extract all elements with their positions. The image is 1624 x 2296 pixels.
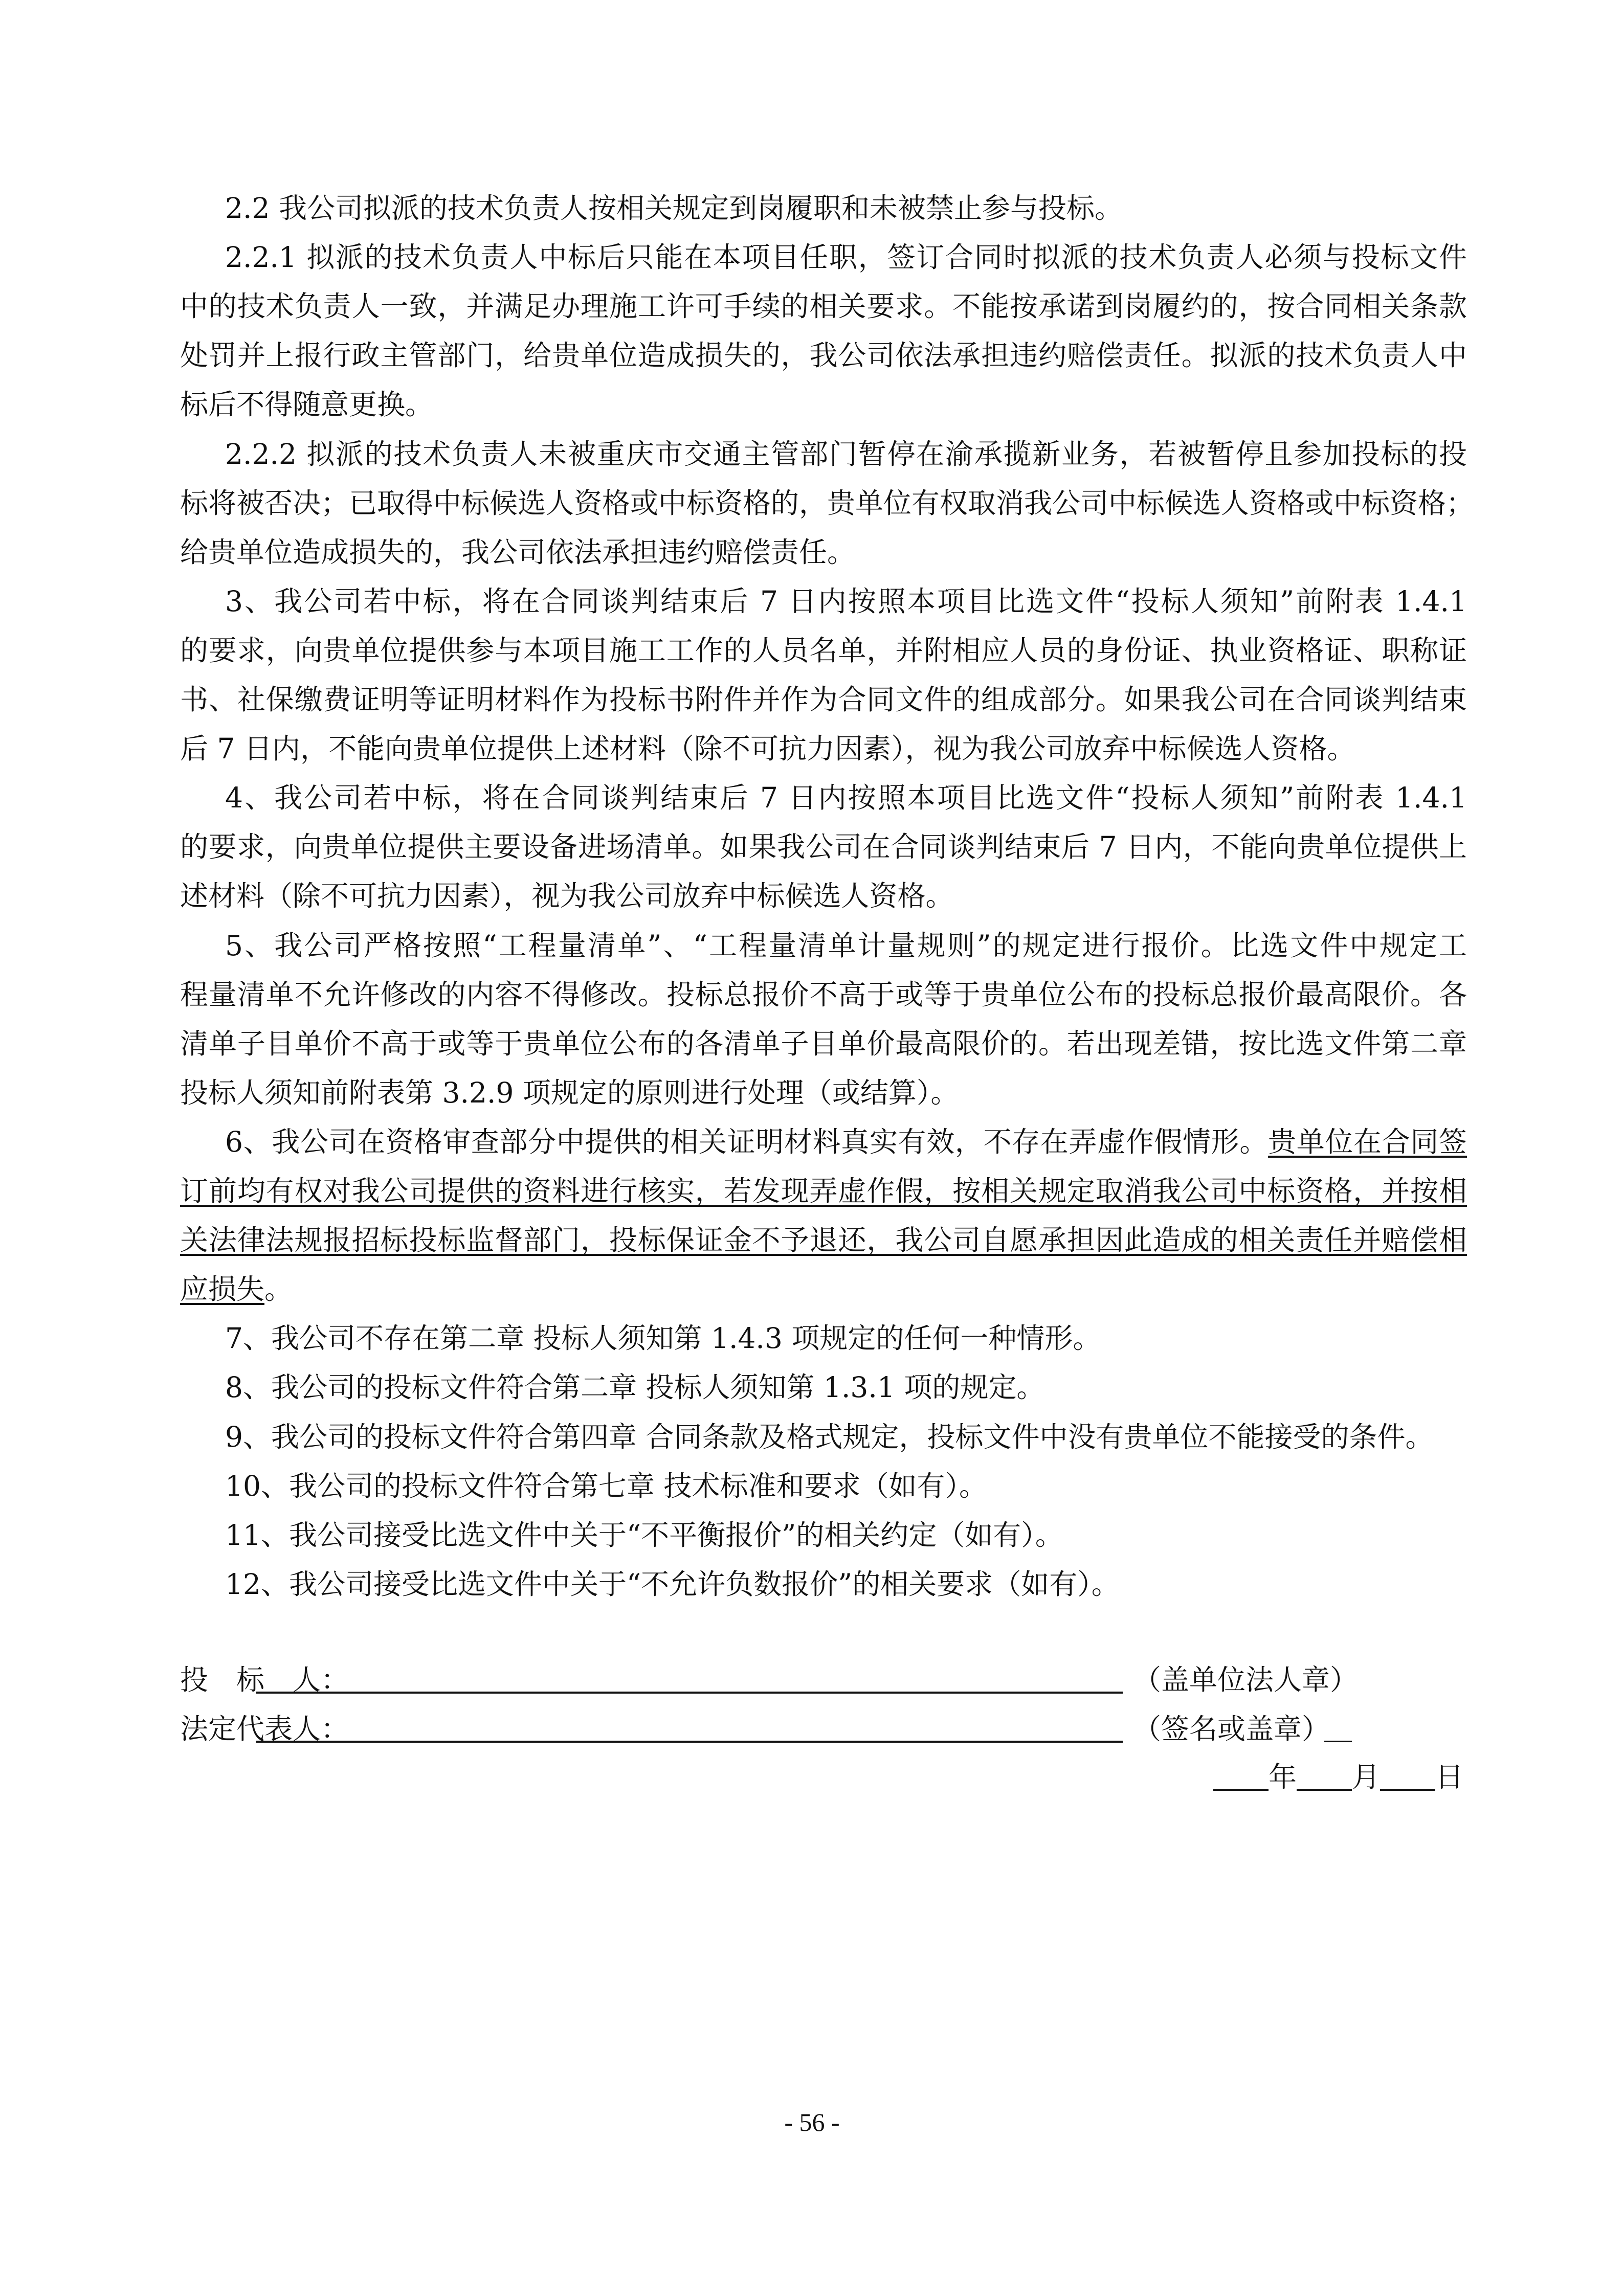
paragraph-line [225,1124,1467,1160]
bidder-seal-note: （盖单位法人章） [1133,1663,1359,1696]
paragraph-line: 7、我公司不存在第二章 投标人须知第 1.4.3 项规定的任何一种情形。 [225,1322,1101,1355]
paragraph-line: 9、我公司的投标文件符合第四章 合同条款及格式规定，投标文件中没有贵单位不能接受的条件。 [225,1420,1434,1453]
paragraph-line: 2.2 我公司拟派的技术负责人按相关规定到岗履职和未被禁止参与投标。 [225,192,1123,224]
paragraph-line: 的要求，向贵单位提供参与本项目施工工作的人员名单，并附相应人员的身份证、执业资格证、职称证 [180,634,1467,667]
paragraph-line: 清单子目单价不高于或等于贵单位公布的各清单子目单价最高限价的。若出现差错，按比选文件第二章 [180,1027,1467,1060]
month-blank[interactable] [1297,1764,1352,1791]
year-label: 年 [1269,1761,1297,1793]
month-label: 月 [1352,1761,1381,1793]
underlined-text: 关法律法规报招标投标监督部门，投标保证金不予退还，我公司自愿承担因此造成的相关责任并赔偿相 [180,1224,1467,1257]
date-row [1213,1759,1463,1795]
underlined-text: 应损失 [180,1273,265,1306]
paragraph-line: 8、我公司的投标文件符合第二章 投标人须知第 1.3.1 项的规定。 [225,1371,1045,1404]
paragraph-line: 10、我公司的投标文件符合第七章 技术标准和要求（如有）。 [225,1469,987,1502]
paragraph-line: 给贵单位造成损失的，我公司依法承担违约赔偿责任。 [180,535,856,569]
page-number: - 56 - [784,2108,840,2136]
plain-text: 6、我公司在资格审查部分中提供的相关证明材料真实有效，不存在弄虚作假情形。 [225,1125,1269,1158]
paragraph-line [180,1222,1467,1258]
bidder-label: 投 标 人： [180,1663,349,1696]
paragraph-line [180,1271,1467,1307]
underlined-text: 订前均有权对我公司提供的资料进行核实，若发现弄虚作假，按相关规定取消我公司中标资格，并按相 [180,1175,1467,1207]
paragraph-line: 4、我公司若中标，将在合同谈判结束后 7 日内按照本项目比选文件“投标人须知”前附表 1.4.1 [225,781,1467,815]
paragraph-line [180,1173,1467,1209]
legal-rep-label: 法定代表人： [180,1713,349,1745]
plain-text: 。 [264,1273,293,1306]
day-blank[interactable] [1380,1764,1435,1791]
day-label: 日 [1435,1761,1464,1793]
paragraph-line: 标后不得随意更换。 [180,388,434,421]
paragraph-line: 投标人须知前附表第 3.2.9 项规定的原则进行处理（或结算）。 [180,1076,959,1109]
paragraph-line: 3、我公司若中标，将在合同谈判结束后 7 日内按照本项目比选文件“投标人须知”前附表 1.4.1 [225,584,1467,618]
year-blank[interactable] [1213,1764,1269,1791]
legal-rep-sign-note: （签名或盖章） [1133,1713,1330,1745]
paragraph-line: 12、我公司接受比选文件中关于“不允许负数报价”的相关要求（如有）。 [225,1567,1120,1601]
paragraph-line: 书、社保缴费证明等证明材料作为投标书附件并作为合同文件的组成部分。如果我公司在合同谈判结束 [180,683,1467,716]
paragraph-line: 处罚并上报行政主管部门，给贵单位造成损失的，我公司依法承担违约赔偿责任。拟派的技术负责人中 [180,339,1467,372]
bidder-signature-line[interactable] [256,1692,1123,1694]
paragraph-line: 述材料（除不可抗力因素），视为我公司放弃中标候选人资格。 [180,880,954,913]
legal-rep-signature-line[interactable] [256,1741,1123,1743]
paragraph-line: 2.2.2 拟派的技术负责人未被重庆市交通主管部门暂停在渝承揽新业务，若被暂停且参加投标的投 [225,437,1467,470]
paragraph-line: 后 7 日内，不能向贵单位提供上述材料（除不可抗力因素），视为我公司放弃中标候选人资格。 [180,732,1355,766]
paragraph-line: 的要求，向贵单位提供主要设备进场清单。如果我公司在合同谈判结束后 7 日内，不能向贵单位提供上 [180,830,1467,864]
legal-rep-trailing-blank [1324,1741,1352,1742]
paragraph-line: 2.2.1 拟派的技术负责人中标后只能在本项目任职，签订合同时拟派的技术负责人必须与投标文件 [225,241,1467,274]
paragraph-line: 标将被否决；已取得中标候选人资格或中标资格的，贵单位有权取消我公司中标候选人资格或中标资格； [180,486,1475,520]
paragraph-line: 中的技术负责人一致，并满足办理施工许可手续的相关要求。不能按承诺到岗履约的，按合同相关条款 [180,290,1467,323]
paragraph-line: 5、我公司严格按照“工程量清单”、“工程量清单计量规则”的规定进行报价。比选文件中规定工 [225,929,1467,962]
paragraph-line: 11、我公司接受比选文件中关于“不平衡报价”的相关约定（如有）。 [225,1518,1063,1551]
underlined-text: 贵单位在合同签 [1268,1125,1467,1158]
paragraph-line: 程量清单不允许修改的内容不得修改。投标总报价不高于或等于贵单位公布的投标总报价最高限价。各 [180,978,1467,1011]
